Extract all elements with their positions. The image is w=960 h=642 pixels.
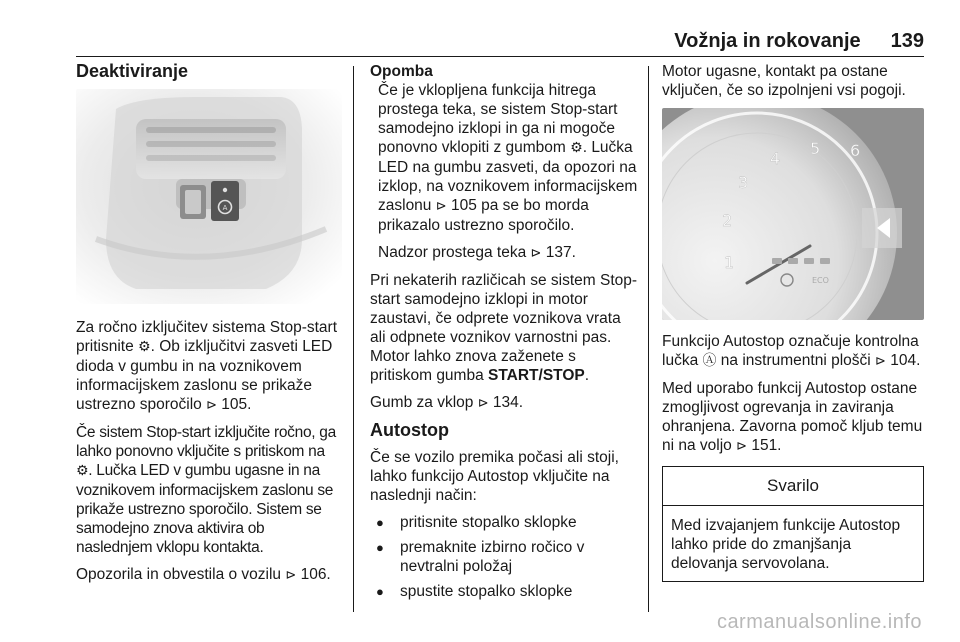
warning-title: Svarilo — [663, 467, 923, 506]
gauge-number: 3 — [738, 173, 749, 192]
svg-text:A: A — [222, 204, 228, 212]
paragraph-manual-off: Za ročno izključitev sistema Stop-start pritisnite ⚙. Ob izključitvi zasveti LED dioda v gumbu in na voznikovem informacijskem zaslonu se prikaže ustrezno sporočilo ⊳ 105. — [76, 319, 338, 413]
page-number: 139 — [890, 29, 924, 52]
warning-box — [662, 466, 924, 582]
paragraph-autostop-intro: Če se vozilo premika počasi ali stoji, lahko funkcijo Autostop vključite na naslednji način: — [370, 449, 619, 504]
gauge-number: 5 — [810, 139, 821, 158]
note-text: Če je vklopljena funkcija hitrega prostega teka, se sistem Stop-start samodejno izklopi in ga ni mogoče ponovno vklopiti z gumbom ⚙. Lučka LED na gumbu zasveti, da opozori na izklop, na voznikovem informacijskem zaslonu ⊳ 105 pa se bo morda prikazalo ustrezno sporočilo. — [378, 82, 638, 234]
tachometer-illustration — [662, 108, 924, 320]
list-item: ● pritisnite stopalko sklopke — [370, 513, 638, 532]
reference-arrow-icon: ⊳ — [285, 568, 297, 583]
reference-arrow-icon: ⊳ — [736, 439, 748, 454]
list-item: ● premaknite izbirno ročico v nevtralni položaj — [370, 538, 638, 576]
paragraph-warnings-ref: Opozorila in obvestila o vozilu ⊳ 106. — [76, 566, 331, 583]
reference-arrow-icon: ⊳ — [206, 398, 217, 413]
stop-start-icon: ⚙ — [570, 140, 583, 156]
paragraph-manual-on: Če sistem Stop-start izključite ročno, ga lahko ponovno vključite s pritiskom na ⚙. Lučka LED v gumbu ugasne in na voznikovem informacijskem zaslonu se prikaže ustrezno sporočilo. Sistem se samodejno znova aktivira ob naslednjem vklopu kontakta. — [76, 424, 336, 556]
gauge-eco-label: ECO — [812, 276, 829, 285]
paragraph-autostop-braking: Med uporabo funkcij Autostop ostane zmogljivost ogrevanja in zaviranja ohranjena. Zavorna pomoč kljub temu ni na voljo ⊳ 151. — [662, 380, 923, 454]
page-header — [76, 26, 924, 56]
reference-arrow-icon: ⊳ — [477, 396, 489, 411]
instrument-cluster-image — [662, 108, 924, 320]
column-1 — [76, 62, 344, 593]
header-title: Vožnja in rokovanje — [674, 29, 861, 52]
paragraph-autostop-indicator: Funkcijo Autostop označuje kontrolna lučka Ⓐ na instrumentni plošči ⊳ 104. — [662, 333, 921, 369]
autostop-icon: Ⓐ — [702, 353, 717, 369]
note-title: Opomba — [370, 63, 433, 80]
heading-deaktiviranje: Deaktiviranje — [76, 61, 189, 81]
note-idle-ref: Nadzor prostega teka ⊳ 137. — [378, 244, 576, 261]
column-divider-1 — [353, 66, 354, 612]
stop-start-icon: ⚙ — [138, 339, 151, 355]
header-rule — [76, 56, 924, 57]
gauge-number: 1 — [724, 253, 735, 272]
gauge-number: 4 — [770, 149, 781, 168]
stop-start-icon: ⚙ — [76, 463, 89, 479]
list-item: ● spustite stopalko sklopke — [370, 582, 638, 601]
column-2 — [370, 62, 638, 609]
paragraph-door-belt: Pri nekaterih različicah se sistem Stop-start samodejno izklopi in motor zaustavi, če odprete voznikova vrata ali odpnete voznikov varnostni pas. Motor lahko znova zaženete s pritiskom gumba START/STOP. — [370, 272, 638, 384]
watermark: carmanualsonline.info — [716, 611, 922, 633]
column-3 — [662, 62, 924, 582]
autostop-steps-list — [370, 513, 638, 601]
paragraph-power-button-ref: Gumb za vklop ⊳ 134. — [370, 394, 524, 411]
gauge-number: 6 — [850, 141, 861, 160]
stop-start-button-image — [76, 89, 342, 304]
heading-autostop: Autostop — [370, 420, 449, 440]
dashboard-button-illustration — [76, 89, 342, 304]
paragraph-engine-off: Motor ugasne, kontakt pa ostane vključen, če so izpolnjeni vsi pogoji. — [662, 63, 906, 99]
reference-arrow-icon: ⊳ — [875, 354, 886, 369]
warning-body: Med izvajanjem funkcije Autostop lahko pride do zmanjšanja delovanja servovolana. — [671, 517, 901, 572]
gauge-number: 2 — [722, 211, 733, 230]
column-divider-2 — [648, 66, 649, 612]
reference-arrow-icon: ⊳ — [530, 246, 542, 261]
reference-arrow-icon: ⊳ — [435, 199, 447, 214]
